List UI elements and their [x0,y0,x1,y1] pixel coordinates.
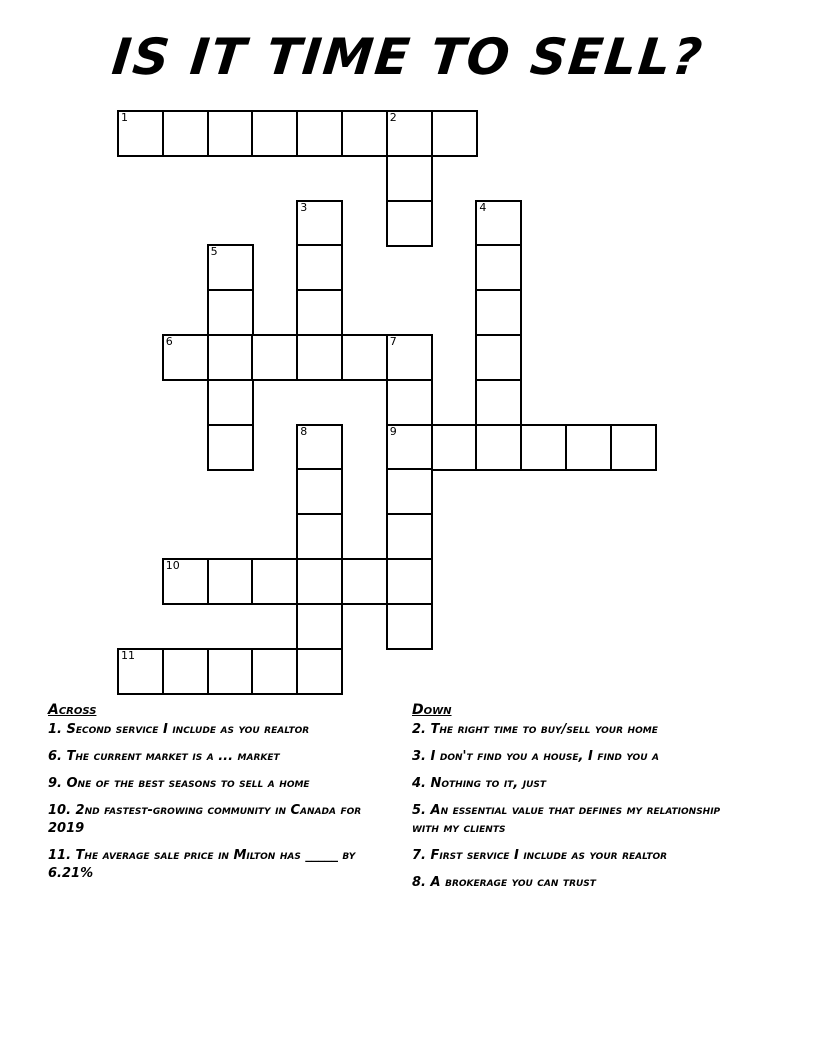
grid-cell[interactable] [386,558,433,605]
cell-number: 9 [389,424,397,438]
cell-number: 6 [165,335,173,348]
grid-cell[interactable] [296,424,343,471]
grid-cell[interactable] [207,424,254,471]
cell-number: 7 [389,335,397,348]
across-heading: Across [48,702,97,718]
grid-cell[interactable] [386,379,433,426]
grid-cell[interactable] [207,289,254,336]
grid-cell[interactable] [162,110,209,157]
grid-cell[interactable] [296,468,343,515]
down-clue-8: 8. A brokerage you can trust [412,875,596,890]
puzzle-title: IS IT TIME TO SELL? [109,28,707,86]
down-clue-7: 7. First service I include as your realtor [412,848,668,863]
grid-cell[interactable] [341,110,388,157]
grid-cell[interactable] [431,110,478,157]
cell-number: 1 [121,111,128,124]
grid-cell[interactable] [475,244,522,291]
grid-cell[interactable] [296,603,343,650]
grid-cell[interactable] [207,334,254,381]
grid-cell[interactable] [386,155,433,202]
down-clue-4: 4. Nothing to it, just [412,776,547,791]
cell-number: 8 [300,424,308,438]
grid-cell[interactable] [520,424,567,471]
cell-number: 4 [479,200,487,214]
down-heading: Down [412,702,452,718]
grid-cell[interactable] [296,200,343,247]
grid-cell[interactable] [162,334,209,381]
grid-cell[interactable] [386,200,433,247]
grid-cell[interactable] [386,513,433,560]
grid-cell[interactable] [431,424,478,471]
grid-cell[interactable] [386,110,433,157]
grid-cell[interactable] [296,648,343,695]
grid-cell[interactable] [296,334,343,381]
grid-cell[interactable] [475,379,522,426]
down-clue-2: 2. The right time to buy/sell your home [412,722,658,737]
grid-cell[interactable] [565,424,612,471]
grid-cell[interactable] [475,289,522,336]
grid-cell[interactable] [296,244,343,291]
grid-cell[interactable] [386,603,433,650]
grid-cell[interactable] [475,424,522,471]
grid-cell[interactable] [610,424,657,471]
grid-cell[interactable] [296,289,343,336]
grid-cell[interactable] [251,558,298,605]
grid-cell[interactable] [207,648,254,695]
grid-cell[interactable] [207,244,254,291]
cell-number: 11 [121,648,135,662]
cell-number: 10 [165,559,180,572]
cell-number: 3 [300,200,308,214]
across-clues [48,702,388,892]
grid-cell[interactable] [475,334,522,381]
across-clue-10: 10. 2nd fastest-growing community in Canada for 2019 [48,803,362,836]
grid-cell[interactable] [296,513,343,560]
across-clue-9: 9. One of the best seasons to sell a home [48,776,310,791]
grid-cell[interactable] [251,334,298,381]
grid-cell[interactable] [207,558,254,605]
grid-cell[interactable] [386,334,433,381]
cell-number: 5 [210,245,218,259]
down-clue-5: 5. An essential value that defines my relationship with my clients [412,803,721,836]
grid-cell[interactable] [207,379,254,426]
grid-cell[interactable] [296,558,343,605]
across-clue-6: 6. The current market is a ... market [48,749,280,764]
down-clues [412,702,742,901]
grid-cell[interactable] [207,110,254,157]
cell-number: 2 [389,111,397,124]
grid-cell[interactable] [341,558,388,605]
grid-cell[interactable] [341,334,388,381]
grid-cell[interactable] [162,558,209,605]
grid-cell[interactable] [251,110,298,157]
grid-cell[interactable] [162,648,209,695]
grid-cell[interactable] [386,424,433,471]
grid-cell[interactable] [117,110,164,157]
down-clue-3: 3. I don't find you a house, I find you a [412,749,659,764]
grid-cell[interactable] [475,200,522,247]
across-clue-1: 1. Second service I include as you realtor [48,722,310,737]
grid-cell[interactable] [251,648,298,695]
across-clue-11: 11. The average sale price in Milton has _____ by 6.21% [48,848,356,881]
grid-cell[interactable] [117,648,164,695]
grid-cell[interactable] [386,468,433,515]
grid-cell[interactable] [296,110,343,157]
